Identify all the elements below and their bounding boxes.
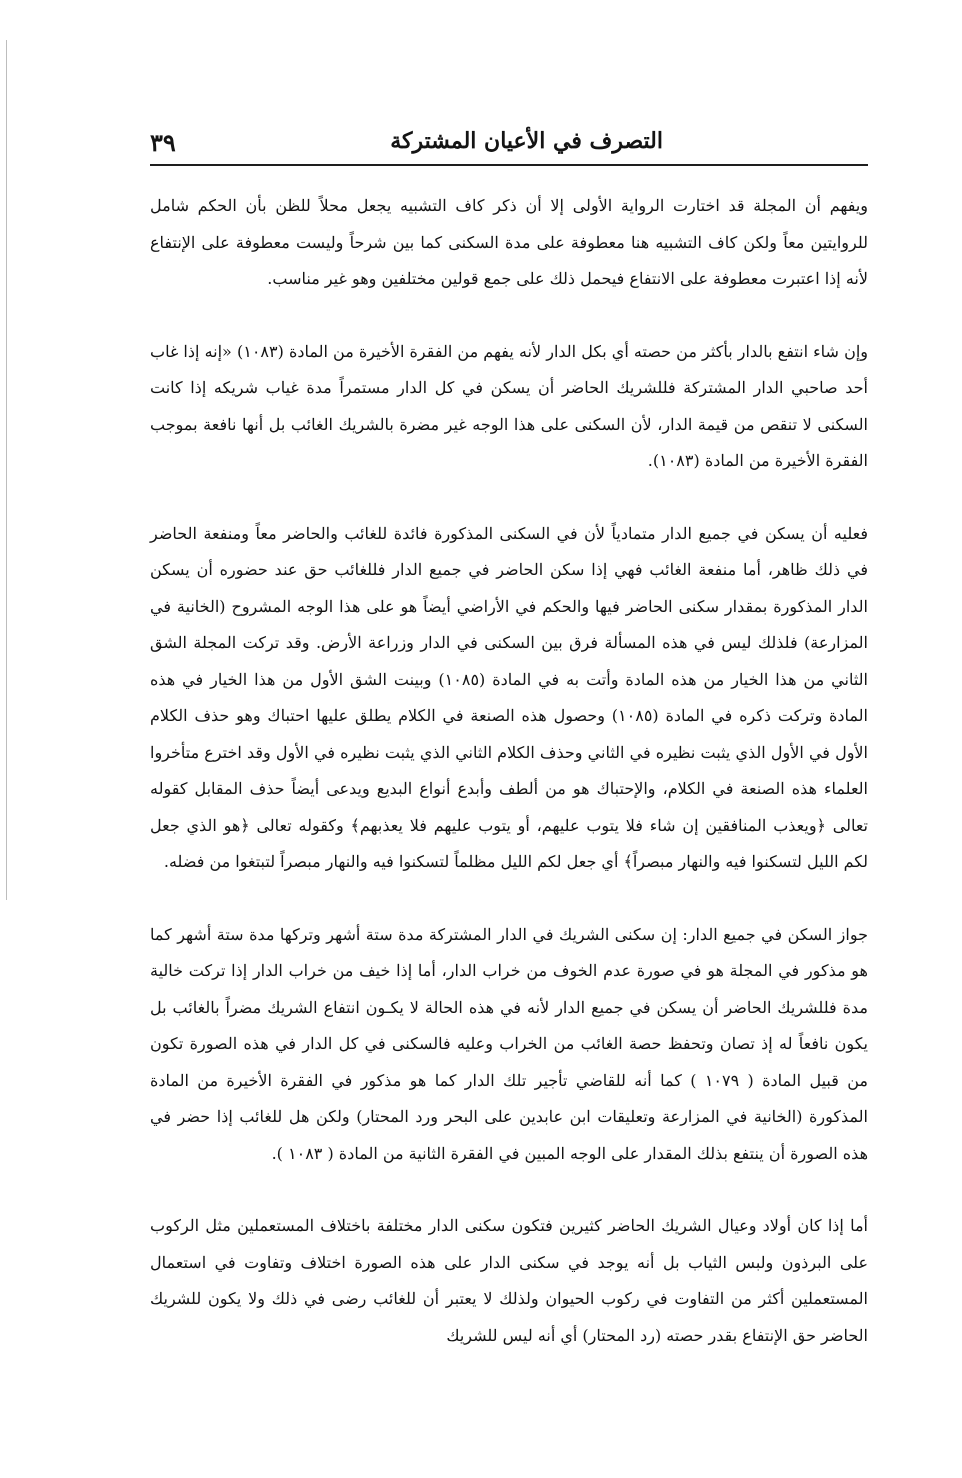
paragraph-5: أما إذا كان أولاد وعيال الشريك الحاضر كثيرين فتكون سكنى الدار مختلفة باختلاف المستعملين مثل الركوب على البرذون ولبس الثياب بل أنه يوجد في سكنى الدار على هذه الصورة اختلاف وتفاوت في استعمال المستعملين أكثر من التفاوت في ركوب الحيوان ولذلك لا يعتبر أن للغائب رضى في ذلك ولا يكون للشريك الحاضر حق الإنتفاع بقدر حصته (رد المحتار) أي أنه ليس للشريك xyxy=(150,1216,868,1345)
paragraph-1: ويفهم أن المجلة قد اختارت الرواية الأولى إلا أن ذكر كاف التشبيه يجعل محلاً للظن بأن الحكم شامل للروايتين معاً ولكن كاف التشبيه هنا معطوفة على مدة السكنى كما بين شرحاً وليست معطوفة على الإنتفاع لأنه إذا اعتبرت معطوفة على الانتفاع فيحمل ذلك على جمع قولين مختلفين وهو غير مناسب. xyxy=(150,196,868,288)
paragraph-4: جواز السكن في جميع الدار: إن سكنى الشريك في الدار المشتركة مدة ستة أشهر وتركها مدة ستة أشهر كما هو مذكور في المجلة هو في صورة عدم الخوف من خراب الدار، أما إذا خيف من خراب الدار إذا تركت خالية مدة فللشريك الحاضر أن يسكن في جميع الدار لأنه في هذه الحالة لا يكـون انتفاع الشريك مضراً بالغائب بل يكون نافعاً له إذ تصان وتحفظ حصة الغائب من الخراب وعليه فالسكنى في كل الدار في هذه الصورة تكون من قبيل المادة ( ١٠٧٩ ) كما أنه للقاضي تأجير تلك الدار كما هو مذكور في الفقرة الأخيرة من المادة المذكورة (الخانية في المزارعة وتعليقات ابن عابدين على البحر ورد المحتار) ولكن هل للغائب إذا حضر في هذه الصورة أن ينتفع بذلك المقدار على الوجه المبين في الفقرة الثانية من المادة ( ١٠٨٣ ). xyxy=(150,924,868,1163)
paragraph-3: فعليه أن يسكن في جميع الدار متمادياً لأن في السكنى المذكورة فائدة للغائب والحاضر معاً ومنفعة الحاضر في ذلك ظاهر، أما منفعة الغائب فهي إذا سكن الحاضر في جميع الدار فللغائب حق عند حضوره أن يسكن الدار المذكورة بمقدار سكنى الحاضر فيها والحكم في الأراضي أيضاً هو على هذا الوجه المشروح (الخانية في المزارعة) فلذلك ليس في هذه المسألة فرق بين السكنى في الدار وزراعة الأرض. وقد تركت المجلة الشق الثاني من هذا الخيار من هذه المادة وأتت به في المادة (١٠٨٥) وبينت الشق الأول من هذا الخيار في هذه المادة وتركت ذكره في المادة (١٠٨٥) وحصول هذه الصنعة في الكلام يطلق عليها احتباك وهو حذف الكلام الأول في الأول الذي يثبت نظيره في الثاني وحذف الكلام الثاني الذي يثبت نظيره في الأول وقد اخترع متأخروا العلماء هذه الصنعة في الكلام، والإحتباك هو من ألطف وأبدع أنواع البديع ويدعى أيضاً حذف المقابل كقوله تعالى ﴿ويعذب المنافقين إن شاء فلا يتوب عليهم، أو يتوب عليهم فلا يعذبهم﴾ وكقوله تعالى ﴿هو الذي جعل لكم الليل لتسكنوا فيه والنهار مبصراً﴾ أي جعل لكم الليل مظلماً لتسكنوا فيه والنهار مبصراً لتبتغوا من فضله. xyxy=(150,523,868,871)
margin-rule xyxy=(6,40,7,900)
header-title: التصرف في الأعيان المشتركة xyxy=(390,128,663,154)
header-rule xyxy=(150,164,868,166)
body-text xyxy=(150,188,868,1390)
page-number: ٣٩ xyxy=(150,128,176,157)
running-header xyxy=(150,122,868,166)
paragraph-2: وإن شاء انتفع بالدار بأكثر من حصته أي بكل الدار لأنه يفهم من الفقرة الأخيرة من المادة (١٠٨٣) «إنه إذا غاب أحد صاحبي الدار المشتركة فللشريك الحاضر أن يسكن في كل الدار مستمراً مدة غياب شريكه إذا كانت السكنى لا تنقص من قيمة الدار، لأن السكنى على هذا الوجه غير مضرة بالشريك الغائب بل أنها نافعة بموجب الفقرة الأخيرة من المادة (١٠٨٣). xyxy=(150,341,868,470)
